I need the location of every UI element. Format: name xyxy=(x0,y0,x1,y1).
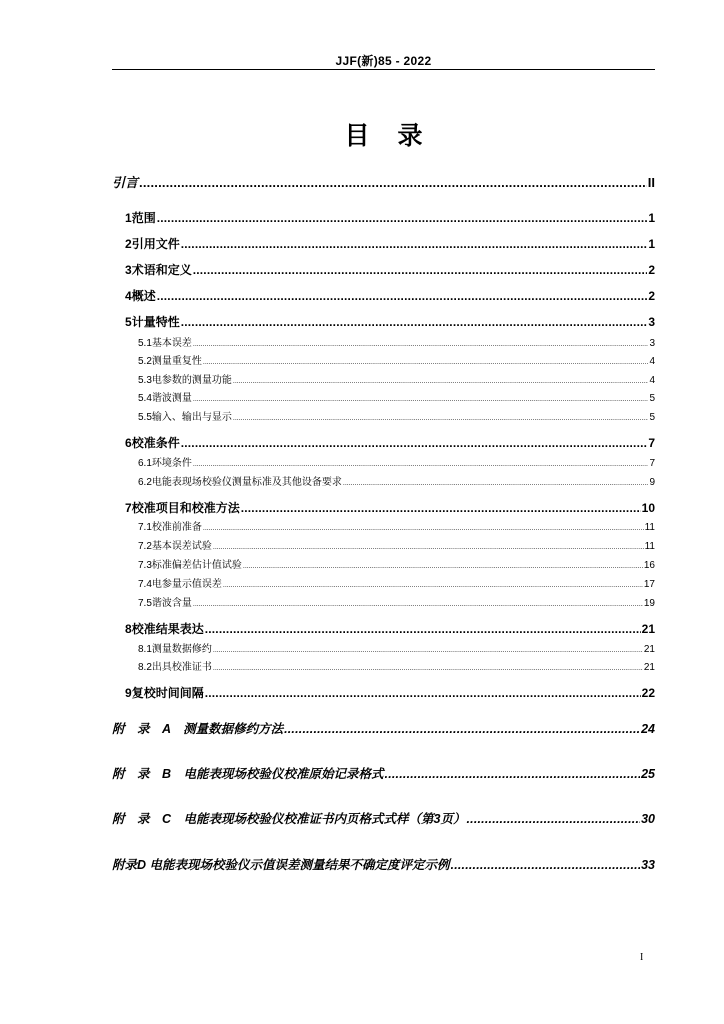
toc-label: 校准结果表达 xyxy=(131,622,204,636)
toc-label: 附 录 C 电能表现场校验仪校准证书内页格式式样（第3页） xyxy=(112,812,466,826)
toc-label: 复校时间间隔 xyxy=(131,686,204,700)
toc-dot-leader xyxy=(213,647,643,654)
toc-label: 基本误差 xyxy=(151,338,192,349)
toc-page-number: 4 xyxy=(649,375,655,386)
header-rule xyxy=(112,69,655,70)
toc-page-number: 24 xyxy=(641,722,655,736)
toc-label: 环境条件 xyxy=(151,458,192,469)
toc-dot-leader xyxy=(343,480,649,487)
toc-page-number: 11 xyxy=(644,522,655,533)
toc-page-number: 22 xyxy=(641,686,655,700)
toc-label: 输入、输出与显示 xyxy=(151,412,232,423)
toc-entry-5-5[interactable] xyxy=(112,408,655,423)
toc-number: 5.5 xyxy=(138,412,152,423)
toc-number: 2 xyxy=(125,237,132,251)
toc-label: 测量重复性 xyxy=(151,356,202,367)
toc-entry-6-2[interactable] xyxy=(112,473,655,488)
toc-entry-5[interactable] xyxy=(112,313,655,330)
toc-dot-leader xyxy=(213,544,644,551)
toc-number: 7 xyxy=(125,501,132,515)
toc-entry-2[interactable] xyxy=(112,235,655,252)
toc-number: 8.1 xyxy=(138,644,152,655)
toc-dot-leader xyxy=(193,341,649,348)
toc-label: 电参量示值误差 xyxy=(151,579,222,590)
toc-number: 6 xyxy=(125,436,132,450)
toc-entry-3[interactable] xyxy=(112,261,655,278)
toc-dot-leader xyxy=(223,582,643,589)
toc-label: 概述 xyxy=(131,289,156,303)
toc-entry-1[interactable] xyxy=(112,209,655,226)
toc-dot-leader xyxy=(193,461,649,468)
toc-dot-leader xyxy=(203,525,644,532)
toc-entry-4[interactable] xyxy=(112,287,655,304)
toc-dot-leader xyxy=(451,858,641,872)
toc-label: 出具校准证书 xyxy=(151,662,212,673)
toc-label: 计量特性 xyxy=(131,315,180,329)
toc-label: 电参数的测量功能 xyxy=(151,375,232,386)
toc-label: 校准前准备 xyxy=(151,522,202,533)
toc-page-number: 33 xyxy=(641,858,655,872)
toc-entry-appendix-b[interactable] xyxy=(112,764,655,782)
toc-dot-leader xyxy=(466,812,640,826)
toc-page-number: 1 xyxy=(648,211,655,225)
toc-number: 7.4 xyxy=(138,579,152,590)
toc-entry-appendix-d[interactable] xyxy=(112,855,655,873)
toc-dot-leader xyxy=(243,563,643,570)
toc-number: 7.1 xyxy=(138,522,152,533)
toc-number: 9 xyxy=(125,686,132,700)
toc-entry-appendix-a[interactable] xyxy=(112,719,655,737)
toc-label: 谐波测量 xyxy=(151,393,192,404)
toc-entry-5-1[interactable] xyxy=(112,334,655,349)
toc-label: 基本误差试验 xyxy=(151,541,212,552)
toc-page-number: 7 xyxy=(648,436,655,450)
toc-entry-7-5[interactable] xyxy=(112,594,655,609)
toc-label: 校准项目和校准方法 xyxy=(131,501,240,515)
toc-dot-leader xyxy=(233,415,649,422)
toc-label: 谐波含量 xyxy=(151,598,192,609)
toc-page-number: 2 xyxy=(648,289,655,303)
toc-page-number: 21 xyxy=(643,644,655,655)
toc-dot-leader xyxy=(193,263,648,277)
toc-number: 5.1 xyxy=(138,338,152,349)
toc-entry-7-2[interactable] xyxy=(112,537,655,552)
toc-dot-leader xyxy=(385,767,641,781)
toc-entry-5-4[interactable] xyxy=(112,389,655,404)
toc-entry-8[interactable] xyxy=(112,620,655,637)
toc-dot-leader xyxy=(203,359,649,366)
toc-page-number: 17 xyxy=(643,579,655,590)
page-number: I xyxy=(640,952,644,963)
toc-entry-7-1[interactable] xyxy=(112,518,655,533)
toc-dot-leader xyxy=(181,315,648,329)
page-title: 目录 xyxy=(344,122,451,150)
toc-label: 范围 xyxy=(131,211,156,225)
toc-entry-intro[interactable] xyxy=(112,172,655,191)
toc-label: 附 录 B 电能表现场校验仪校准原始记录格式 xyxy=(112,767,384,781)
toc-dot-leader xyxy=(205,622,641,636)
toc-number: 7.2 xyxy=(138,541,152,552)
toc-page-number: 4 xyxy=(649,356,655,367)
toc-number: 6.2 xyxy=(138,477,152,488)
toc-number: 7.3 xyxy=(138,560,152,571)
toc-dot-leader xyxy=(284,722,640,736)
toc-number: 5 xyxy=(125,315,132,329)
toc-dot-leader xyxy=(241,501,641,515)
toc-number: 6.1 xyxy=(138,458,152,469)
toc-page-number: 21 xyxy=(641,622,655,636)
toc-page-number: 21 xyxy=(643,662,655,673)
toc-page-number: 1 xyxy=(648,237,655,251)
toc-page-number: 19 xyxy=(643,598,655,609)
toc-entry-5-3[interactable] xyxy=(112,371,655,386)
toc-entry-8-2[interactable] xyxy=(112,658,655,673)
toc-number: 5.3 xyxy=(138,375,152,386)
toc-number: 8 xyxy=(125,622,132,636)
toc-label: 附 录 A 测量数据修约方法 xyxy=(112,722,284,736)
toc-entry-7[interactable] xyxy=(112,499,655,516)
toc-label: 术语和定义 xyxy=(131,263,192,277)
toc-page-number: 5 xyxy=(649,393,655,404)
toc-label: 标准偏差估计值试验 xyxy=(151,560,242,571)
toc-label: 引言 xyxy=(112,175,139,190)
toc-page-number: 3 xyxy=(649,338,655,349)
toc-dot-leader xyxy=(181,237,648,251)
toc-entry-7-4[interactable] xyxy=(112,575,655,590)
document-code-header: JJF(新)85 - 2022 xyxy=(335,54,432,68)
toc-page-number: 2 xyxy=(648,263,655,277)
toc-entry-9[interactable] xyxy=(112,684,655,701)
toc-label: 电能表现场校验仪测量标准及其他设备要求 xyxy=(151,477,342,488)
toc-label: 测量数据修约 xyxy=(151,644,212,655)
toc-dot-leader xyxy=(157,211,648,225)
toc-entry-5-2[interactable] xyxy=(112,352,655,367)
toc-number: 4 xyxy=(125,289,132,303)
toc-label: 附录D 电能表现场校验仪示值误差测量结果不确定度评定示例 xyxy=(112,858,450,872)
toc-dot-leader xyxy=(213,665,643,672)
toc-page-number: 7 xyxy=(649,458,655,469)
toc-entry-6-1[interactable] xyxy=(112,454,655,469)
toc-page-number: 10 xyxy=(641,501,655,515)
toc-number: 5.2 xyxy=(138,356,152,367)
toc-dot-leader xyxy=(139,175,647,190)
toc-page-number: 30 xyxy=(641,812,655,826)
toc-number: 7.5 xyxy=(138,598,152,609)
toc-entry-7-3[interactable] xyxy=(112,556,655,571)
toc-page-number: II xyxy=(647,175,655,190)
toc-dot-leader xyxy=(233,378,649,385)
toc-dot-leader xyxy=(205,686,641,700)
toc-label: 校准条件 xyxy=(131,436,180,450)
toc-page-number: 9 xyxy=(649,477,655,488)
toc-page-number: 3 xyxy=(648,315,655,329)
toc-entry-6[interactable] xyxy=(112,434,655,451)
toc-entry-appendix-c[interactable] xyxy=(112,809,655,827)
toc-number: 8.2 xyxy=(138,662,152,673)
toc-dot-leader xyxy=(193,396,649,403)
toc-number: 3 xyxy=(125,263,132,277)
toc-number: 5.4 xyxy=(138,393,152,404)
toc-dot-leader xyxy=(181,436,648,450)
toc-dot-leader xyxy=(157,289,648,303)
toc-page-number: 11 xyxy=(644,541,655,552)
toc-page-number: 25 xyxy=(641,767,655,781)
toc-dot-leader xyxy=(193,601,643,608)
toc-label: 引用文件 xyxy=(131,237,180,251)
toc-number: 1 xyxy=(125,211,132,225)
toc-page-number: 16 xyxy=(643,560,655,571)
toc-entry-8-1[interactable] xyxy=(112,640,655,655)
toc-page-number: 5 xyxy=(649,412,655,423)
